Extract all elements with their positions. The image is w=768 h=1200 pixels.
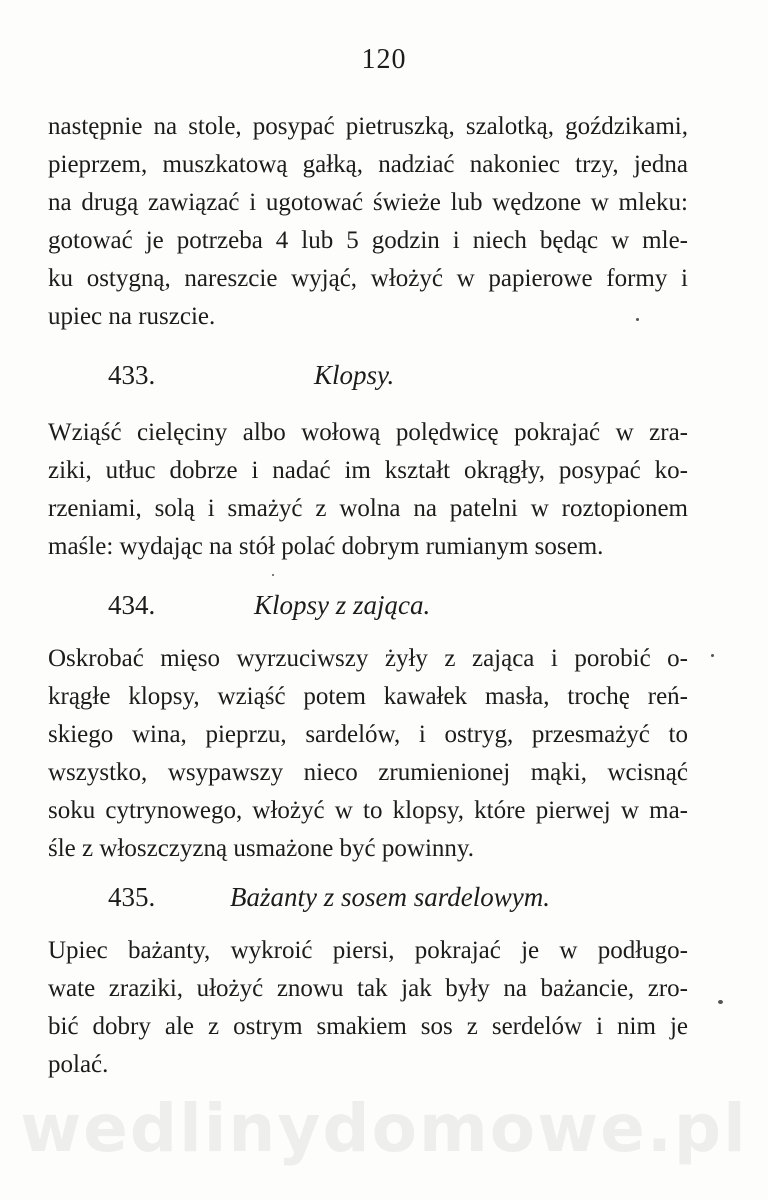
text-line: śle z włoszczyzną usmażone być powinny. (48, 835, 475, 862)
text-line: Oskrobać mięso wyrzuciwszy żyły z zająca i porobić o- (48, 645, 688, 672)
recipe-heading-434 (0, 590, 768, 630)
recipe-title: Klopsy. (314, 360, 395, 390)
recipe-number: 435. (108, 882, 156, 912)
text-line: skiego wina, pieprzu, sardelów, i ostryg, przesmażyć to (48, 721, 688, 748)
text-line: ku ostygną, nareszcie wyjąć, włożyć w papierowe formy i (48, 265, 688, 292)
recipe-body-433 (48, 414, 688, 566)
intro-paragraph (48, 108, 688, 336)
text-line: ziki, utłuc dobrze i nadać im kształt okrągły, posypać ko- (48, 457, 688, 484)
text-line: wszystko, wsypawszy nieco zrumienionej mąki, wcisnąć (48, 759, 688, 786)
recipe-body-435 (48, 932, 688, 1084)
text-line: gotować je potrzeba 4 lub 5 godzin i niech będąc w mle- (48, 227, 688, 254)
text-line: bić dobry ale z ostrym smakiem sos z serdelów i nim je (48, 1013, 688, 1040)
text-line: polać. (48, 1051, 109, 1078)
text-line: następnie na stole, posypać pietruszką, szalotką, goździkami, (48, 113, 688, 140)
recipe-number: 434. (108, 590, 156, 620)
scan-speck (636, 318, 639, 321)
text-line: soku cytrynowego, włożyć w to klopsy, które pierwej w ma- (48, 797, 688, 824)
text-line: pieprzem, muszkatową gałką, nadziać nakoniec trzy, jedna (48, 151, 688, 178)
recipe-title: Bażanty z sosem sardelowym. (230, 882, 550, 912)
scan-speck (272, 574, 274, 576)
text-line: upiec na ruszcie. (48, 303, 216, 330)
scan-speck (718, 1000, 723, 1004)
recipe-title: Klopsy z zająca. (254, 590, 431, 620)
text-line: wate zraziki, ułożyć znowu tak jak były na bażancie, zro- (48, 975, 688, 1002)
text-line: maśle: wydając na stół polać dobrym rumianym sosem. (48, 533, 604, 560)
text-line: krągłe klopsy, wziąść potem kawałek masła, trochę reń- (48, 683, 688, 710)
recipe-heading-433 (0, 360, 768, 400)
text-line: Wziąść cielęciny albo wołową polędwicę pokrajać w zra- (48, 419, 688, 446)
text-line: na drugą zawiązać i ugotować świeże lub wędzone w mleku: (48, 189, 688, 216)
recipe-body-434 (48, 640, 688, 868)
scan-speck (711, 654, 714, 657)
text-line: Upiec bażanty, wykroić piersi, pokrajać je w podługo- (48, 937, 688, 964)
recipe-number: 433. (108, 360, 156, 390)
text-line: rzeniami, solą i smażyć z wolna na patelni w roztopionem (48, 495, 688, 522)
watermark-text: wedlinydomowe.pl (20, 1090, 748, 1167)
page-number: 120 (361, 44, 407, 75)
recipe-heading-435 (0, 882, 768, 922)
